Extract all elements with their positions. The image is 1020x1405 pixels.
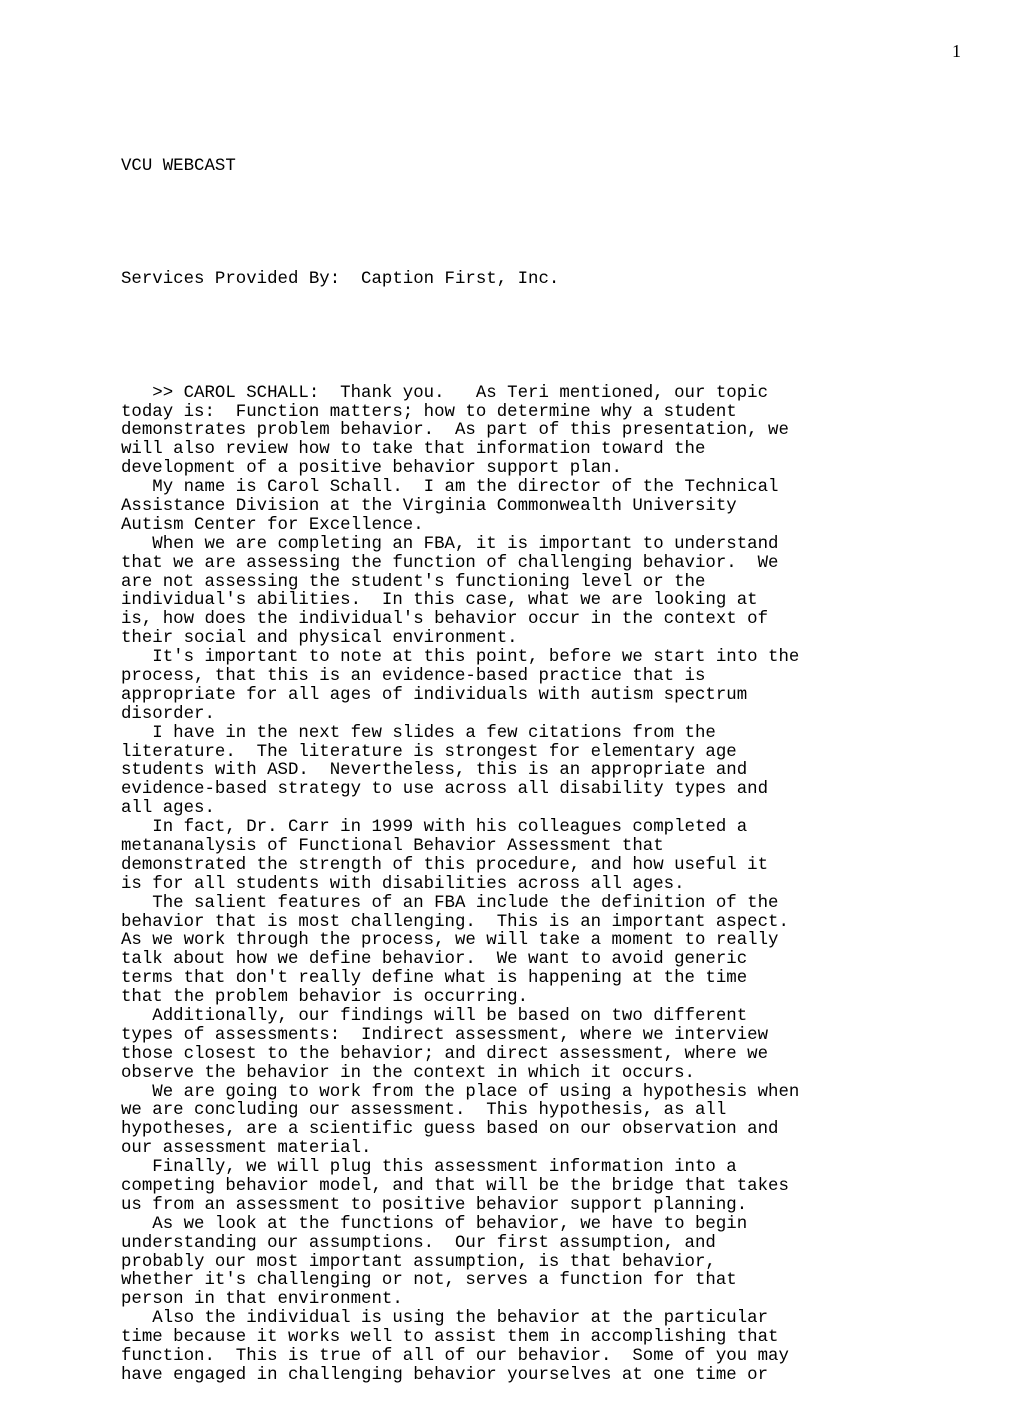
transcript-line: our assessment material. [121, 1139, 372, 1159]
transcript-line: all ages. [121, 799, 215, 819]
transcript-line: Assistance Division at the Virginia Commonwealth University [121, 496, 737, 516]
page-number: 1 [952, 41, 961, 61]
transcript-line: literature. The literature is strongest for elementary age [121, 742, 737, 762]
transcript-line: evidence-based strategy to use across all disability types and [121, 780, 769, 800]
spacer [121, 328, 941, 347]
transcript-line: competing behavior model, and that will be the bridge that takes [121, 1177, 789, 1197]
transcript-line: When we are completing an FBA, it is important to understand [121, 534, 779, 554]
transcript-line: students with ASD. Nevertheless, this is an appropriate and [121, 761, 748, 781]
transcript-body [121, 120, 941, 1405]
transcript-line: disorder. [121, 704, 215, 724]
transcript-line: observe the behavior in the context in which it occurs. [121, 1063, 695, 1083]
transcript-line: today is: Function matters; how to determine why a student [121, 402, 737, 422]
transcript-line: that the problem behavior is occurring. [121, 988, 529, 1008]
transcript-line: those closest to the behavior; and direct assessment, where we [121, 1044, 769, 1064]
transcript-line: Additionally, our findings will be based on two different [121, 1007, 748, 1027]
transcript-line: demonstrated the strength of this procedure, and how useful it [121, 855, 769, 875]
transcript-line: we are concluding our assessment. This hypothesis, as all [121, 1101, 727, 1121]
transcript-line: Autism Center for Excellence. [121, 515, 424, 535]
transcript-line: is for all students with disabilities across all ages. [121, 874, 685, 894]
transcript-line: will also review how to take that information toward the [121, 440, 706, 460]
transcript-line: individual's abilities. In this case, what we are looking at [121, 591, 758, 611]
transcript-line: person in that environment. [121, 1290, 403, 1310]
transcript-line: have engaged in challenging behavior yourselves at one time or [121, 1365, 769, 1385]
document-heading: VCU WEBCAST [121, 156, 236, 176]
transcript-line: >> CAROL SCHALL: Thank you. As Teri mentioned, our topic [121, 383, 769, 403]
transcript-line: demonstrates problem behavior. As part of this presentation, we [121, 421, 789, 441]
transcript-line: It's important to note at this point, before we start into the [121, 648, 800, 668]
transcript-line: talk about how we define behavior. We want to avoid generic [121, 950, 748, 970]
transcript-line: In fact, Dr. Carr in 1999 with his colleagues completed a [121, 818, 748, 838]
transcript-line: us from an assessment to positive behavior support planning. [121, 1195, 748, 1215]
transcript-line: terms that don't really define what is happening at the time [121, 969, 748, 989]
transcript-line: are not assessing the student's functioning level or the [121, 572, 706, 592]
transcript-line: I have in the next few slides a few citations from the [121, 723, 716, 743]
transcript-line: hypotheses, are a scientific guess based on our observation and [121, 1120, 779, 1140]
transcript-line: function. This is true of all of our behavior. Some of you may [121, 1347, 789, 1367]
transcript-line: time because it works well to assist them in accomplishing that [121, 1328, 779, 1348]
transcript-line: development of a positive behavior support plan. [121, 459, 622, 479]
transcript-line: The salient features of an FBA include the definition of the [121, 893, 779, 913]
transcript-line: We are going to work from the place of using a hypothesis when [121, 1082, 800, 1102]
provider-line: Services Provided By: Caption First, Inc. [121, 270, 560, 290]
transcript-line: As we work through the process, we will take a moment to really [121, 931, 779, 951]
transcript-line: their social and physical environment. [121, 629, 518, 649]
transcript-line: appropriate for all ages of individuals with autism spectrum [121, 685, 748, 705]
transcript-line: that we are assessing the function of challenging behavior. We [121, 553, 779, 573]
transcript-line: Also the individual is using the behavior at the particular [121, 1309, 769, 1329]
transcript-line: behavior that is most challenging. This is an important aspect. [121, 912, 789, 932]
transcript-lines [121, 385, 941, 1386]
transcript-line: probably our most important assumption, is that behavior, [121, 1252, 716, 1272]
transcript-line: whether it's challenging or not, serves a function for that [121, 1271, 737, 1291]
transcript-line: Finally, we will plug this assessment information into a [121, 1158, 737, 1178]
spacer [121, 215, 941, 234]
transcript-line: is, how does the individual's behavior occur in the context of [121, 610, 769, 630]
transcript-line: types of assessments: Indirect assessment, where we interview [121, 1025, 769, 1045]
transcript-line: My name is Carol Schall. I am the director of the Technical [121, 478, 779, 498]
transcript-line: metananalysis of Functional Behavior Assessment that [121, 837, 664, 856]
transcript-line: As we look at the functions of behavior, we have to begin [121, 1214, 748, 1234]
transcript-line: process, that this is an evidence-based practice that is [121, 666, 706, 686]
transcript-line: understanding our assumptions. Our first assumption, and [121, 1233, 716, 1253]
